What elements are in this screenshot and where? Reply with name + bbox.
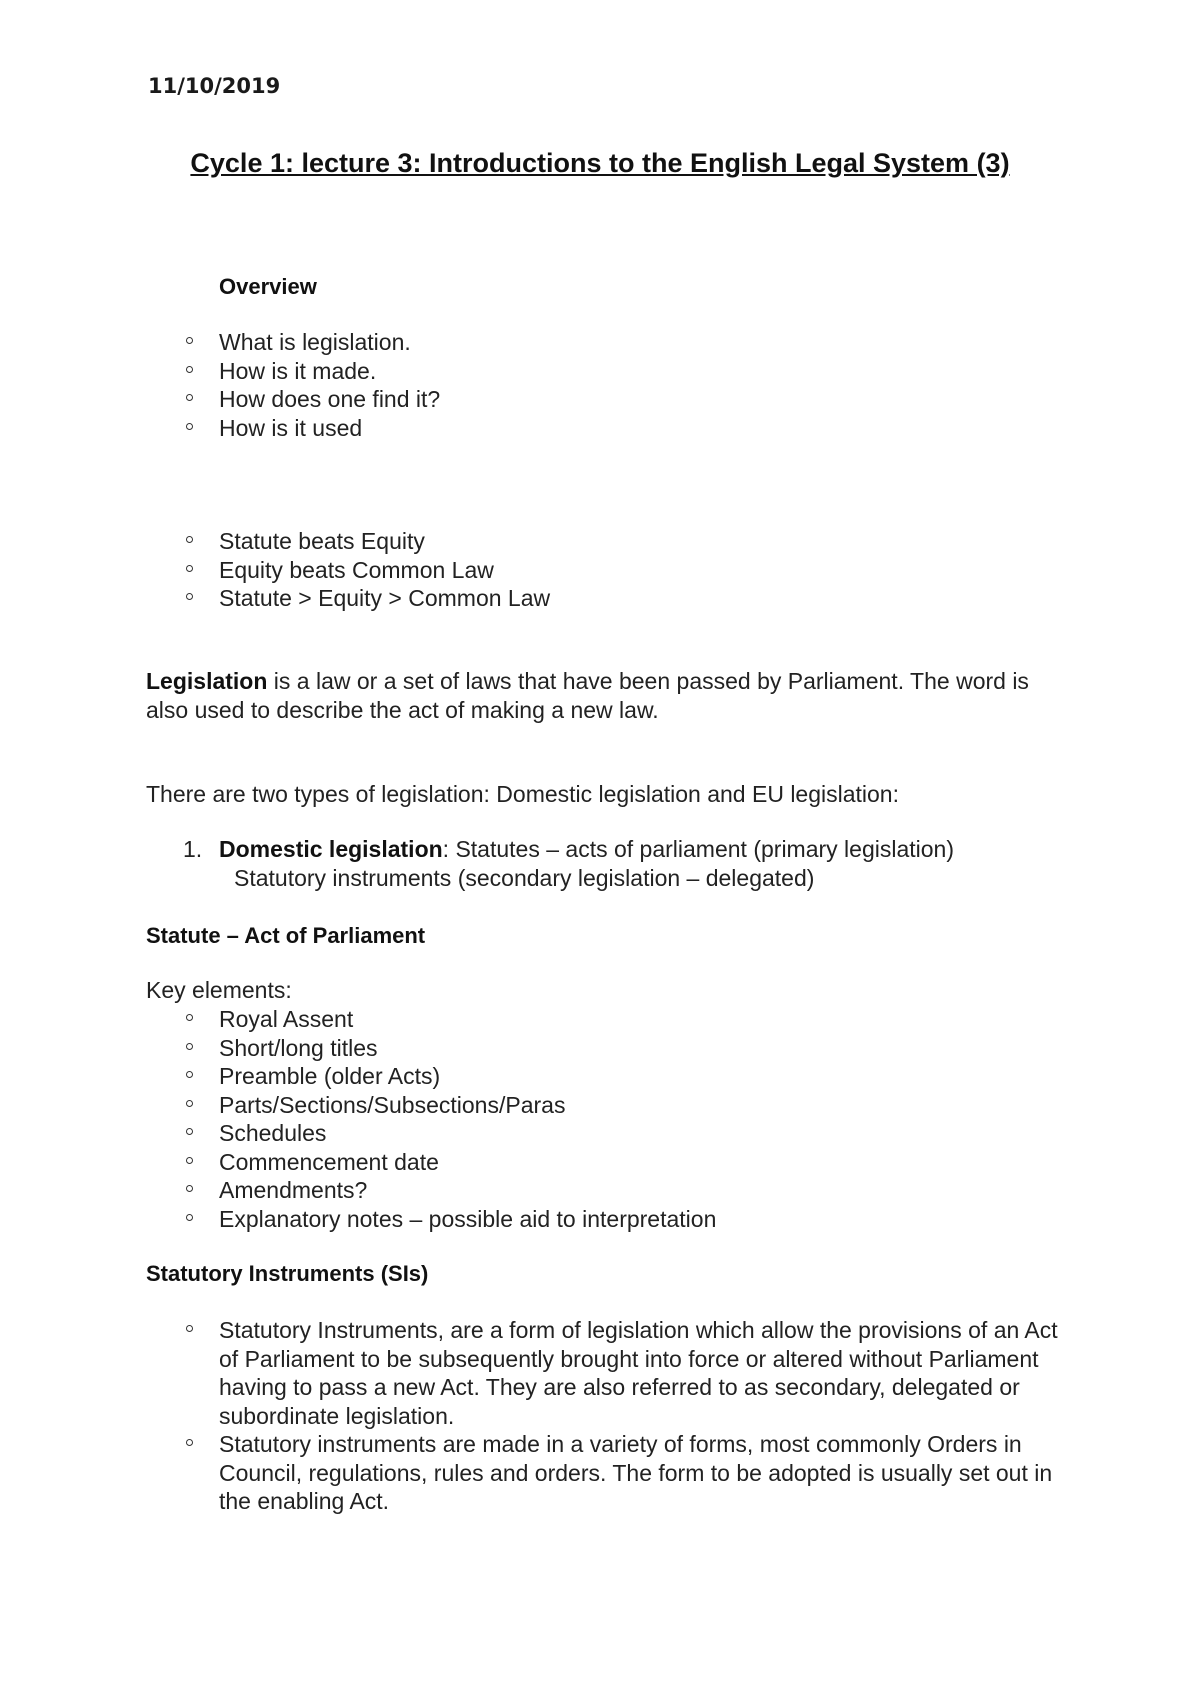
circle-bullet-icon: [186, 565, 193, 572]
list-item: Statutory Instruments, are a form of legislation which allow the provisions of an Act of Parliament to be subsequently brought into force or altered without Parliament having to pass a new Act. They are also referred to as secondary, delegated or subordinate legislation.: [0, 1316, 1069, 1430]
circle-bullet-icon: [186, 1071, 193, 1078]
domestic-term: Domestic legislation: [219, 836, 443, 862]
circle-bullet-icon: [186, 423, 193, 430]
domestic-line1: : Statutes – acts of parliament (primary legislation): [442, 836, 954, 862]
list-item: Statutory instruments are made in a variety of forms, most commonly Orders in Council, regulations, rules and orders. The form to be adopted is usually set out in the enabling Act.: [0, 1430, 1069, 1516]
item-number: 1.: [183, 836, 203, 862]
definition-term: Legislation: [146, 668, 268, 694]
statute-heading: Statute – Act of Parliament: [146, 923, 426, 948]
page-title: Cycle 1: lecture 3: Introductions to the English Legal System (3): [190, 148, 1010, 178]
definition-text: is a law or a set of laws that have been passed by Parliament. The word is also used to describe the act of making a new law.: [146, 668, 1029, 723]
circle-bullet-icon: [186, 1214, 193, 1221]
overview-heading: Overview: [219, 274, 317, 299]
document-date: 11/10/2019: [148, 74, 281, 98]
circle-bullet-icon: [186, 1100, 193, 1107]
circle-bullet-icon: [186, 593, 193, 600]
circle-bullet-icon: [186, 366, 193, 373]
circle-bullet-icon: [186, 394, 193, 401]
statutory-instruments-list: [0, 1316, 1069, 1516]
circle-bullet-icon: [186, 1043, 193, 1050]
circle-bullet-icon: [186, 1325, 193, 1332]
statutory-instruments-heading: Statutory Instruments (SIs): [146, 1261, 429, 1286]
circle-bullet-icon: [186, 1185, 193, 1192]
circle-bullet-icon: [186, 1014, 193, 1021]
types-intro: There are two types of legislation: Domestic legislation and EU legislation:: [146, 781, 899, 807]
legislation-definition: [146, 667, 1066, 724]
key-elements-label: Key elements:: [146, 977, 292, 1003]
circle-bullet-icon: [186, 1439, 193, 1446]
circle-bullet-icon: [186, 337, 193, 344]
domestic-line2: Statutory instruments (secondary legislation – delegated): [234, 864, 815, 891]
circle-bullet-icon: [186, 1128, 193, 1135]
circle-bullet-icon: [186, 1157, 193, 1164]
circle-bullet-icon: [186, 536, 193, 543]
